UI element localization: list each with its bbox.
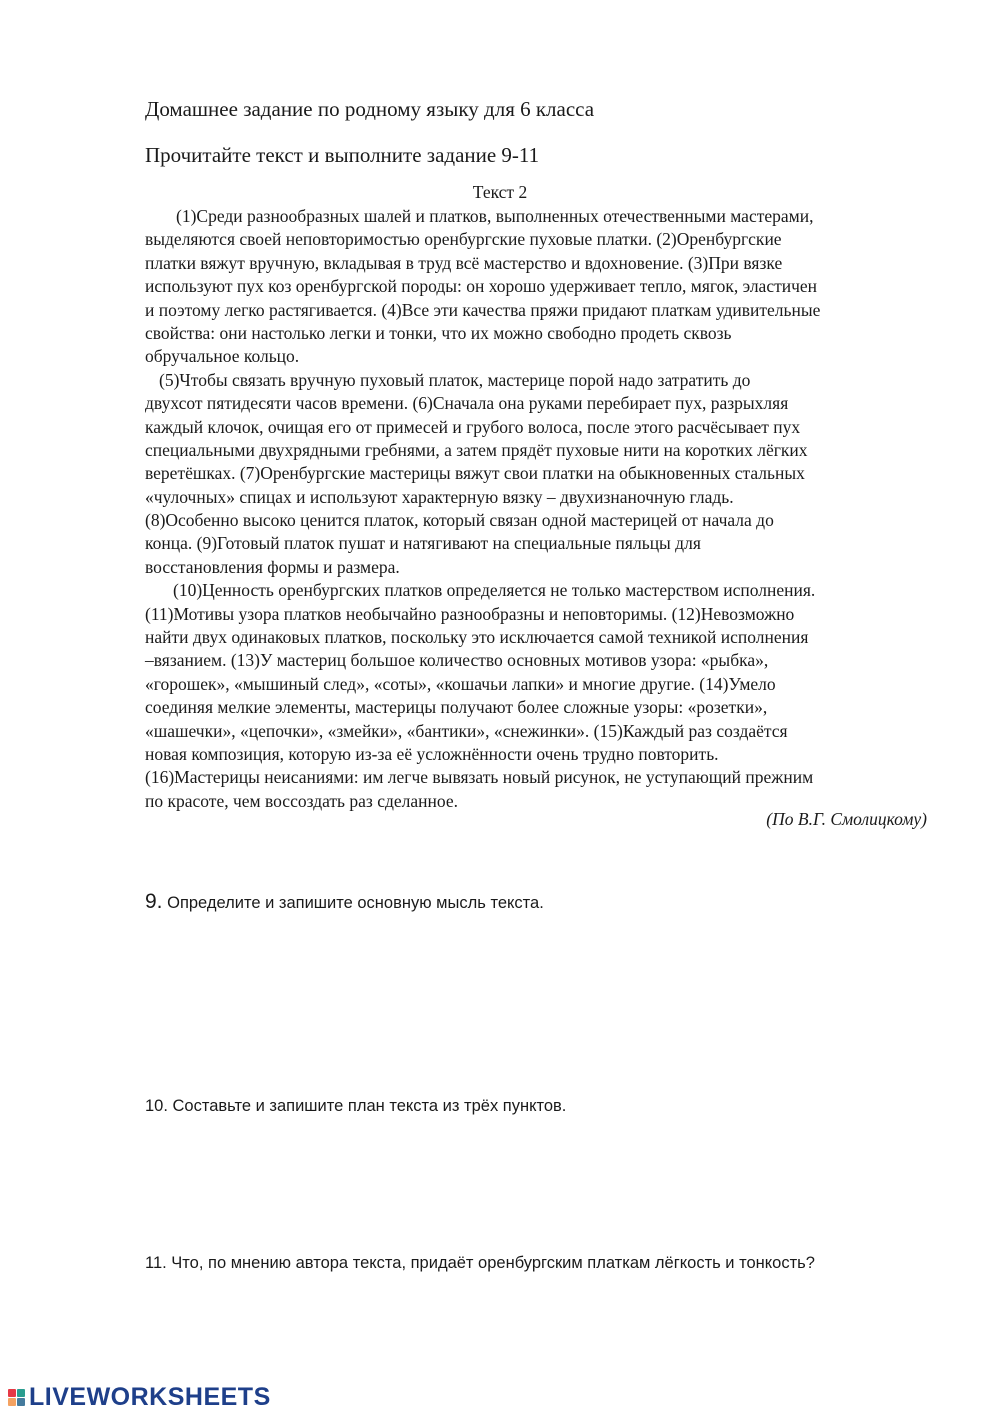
liveworksheets-logo (8, 1381, 271, 1413)
text-line: конца. (9)Готовый платок пушат и натягивают на специальные пяльцы для (145, 533, 701, 554)
text-line: «шашечки», «цепочки», «змейки», «бантики», «снежинки». (15)Каждый раз создаётся (145, 720, 788, 741)
text-line: свойства: они настолько легки и тонки, что их можно свободно продеть сквозь (145, 322, 732, 343)
text-line: «чулочных» спицах и используют характерную вязку – двухизнаночную гладь. (145, 486, 734, 507)
text-line: соединяя мелкие элементы, мастерицы получают более сложные узоры: «розетки», (145, 697, 768, 718)
logo-text: LIVEWORKSHEETS (29, 1383, 271, 1411)
text-line: новая композиция, которую из-за её усложнённости очень трудно повторить. (145, 743, 719, 764)
text-line: используют пух коз оренбургской породы: он хорошо удерживает тепло, мягок, эластичен (145, 276, 818, 297)
text-line: и поэтому легко растягивается. (4)Все эти качества пряжи придают платкам удивительные (145, 299, 821, 320)
instruction-heading: Прочитайте текст и выполните задание 9-11 (145, 143, 540, 167)
text-title: Текст 2 (472, 182, 528, 202)
logo-tile (17, 1398, 25, 1406)
reading-text (145, 205, 945, 813)
text-line: –вязанием. (13)У мастериц большое количество основных мотивов узора: «рыбка», (145, 650, 769, 671)
logo-tile (8, 1389, 16, 1397)
question-9 (145, 890, 544, 915)
question-10: 10. Составьте и запишите план текста из трёх пунктов. (145, 1097, 567, 1115)
text-line: по красоте, чем воссоздать раз сделанное. (145, 790, 458, 811)
logo-tile (17, 1389, 25, 1397)
text-line: (16)Мастерицы неисаниями: им легче вывязать новый рисунок, не уступающий прежним (145, 767, 814, 788)
text-attribution: (По В.Г. Смолицкому) (766, 809, 927, 829)
text-line: каждый клочок, очищая его от примесей и грубого волоса, после этого расчёсывает пух (145, 416, 801, 437)
question-11: 11. Что, по мнению автора текста, придаёт оренбургским платкам лёгкость и тонкость? (145, 1254, 815, 1272)
text-line: «горошек», «мышиный след», «соты», «кошачьи лапки» и многие другие. (14)Умело (145, 673, 776, 694)
text-line: выделяются своей неповторимостью оренбургские пуховые платки. (2)Оренбургские (145, 229, 782, 250)
homework-title: Домашнее задание по родному языку для 6 класса (145, 97, 595, 121)
text-line: платки вяжут вручную, вкладывая в труд всё мастерство и вдохновение. (3)При вязке (145, 252, 783, 273)
text-line: (8)Особенно высоко ценится платок, который связан одной мастерицей от начала до (145, 510, 774, 531)
text-line: (1)Среди разнообразных шалей и платков, выполненных отечественными мастерами, (176, 206, 814, 226)
question-9-text: Определите и запишите основную мысль текста. (167, 894, 544, 912)
text-line: (5)Чтобы связать вручную пуховый платок, мастерице порой надо затратить до (159, 369, 751, 390)
text-line: обручальное кольцо. (145, 346, 300, 367)
text-line: специальными двухрядными гребнями, а затем прядёт пуховые нити на коротких лёгких (145, 439, 808, 460)
text-line: найти двух одинаковых платков, поскольку это исключается самой техникой исполнения (145, 627, 809, 648)
logo-tile (8, 1398, 16, 1406)
text-line: двухсот пятидесяти часов времени. (6)Сначала она руками перебирает пух, разрыхляя (145, 393, 789, 414)
text-line: веретёшках. (7)Оренбургские мастерицы вяжут свои платки на обыкновенных стальных (145, 463, 805, 484)
text-line: (10)Ценность оренбургских платков определяется не только мастерством исполнения. (173, 580, 816, 601)
logo-mark-icon (8, 1389, 25, 1406)
question-9-number: 9. (145, 890, 163, 913)
text-line: (11)Мотивы узора платков необычайно разнообразны и неповторимы. (12)Невозможно (145, 603, 795, 624)
text-line: восстановления формы и размера. (145, 556, 400, 577)
